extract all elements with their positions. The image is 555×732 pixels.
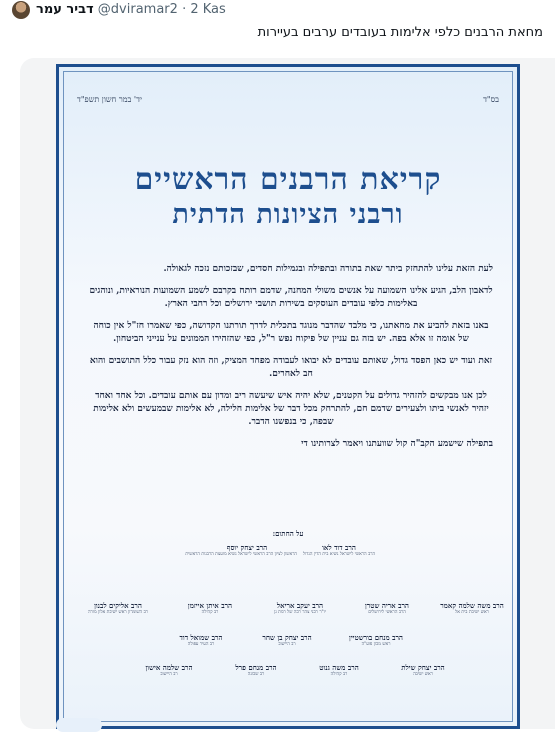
tweet-header	[0, 0, 555, 20]
doc-paragraph: לכן אנו מבקשים להזהיר גדולים על הקטנים, שלא יהיה איש שיעשה ריב ומדון עם אותם עובדים. וכל אחד ואחד יזהיר לאנשי ביתו ולצעירים שדמם חם, להתרחק מכל דבר של אלימות חלילה, לא אלימות שבמעשים ולא אלימות שבפה, כי בנפשנו הדבר.	[93, 391, 489, 427]
signer: הרב יצחק יוסף הראשון לציון הרב הראשי לישראל נשיא מועצת הרבנות הראשית	[185, 543, 297, 557]
doc-title-line1: קריאת הרבנים הראשיים	[134, 162, 442, 197]
signer: הרב שלמה אישון רב היישוב	[145, 663, 193, 677]
signer: הרב איתן אייזמן רב קהילה	[187, 601, 233, 615]
signer: הרב מנחם פרל רב שכונה	[235, 663, 277, 677]
separator-dot: ·	[182, 2, 187, 17]
signer: הרב מנחם בורשטיין ראש מכון פוע"ה	[349, 633, 403, 647]
doc-corner-bsd: בס"ד	[483, 95, 499, 104]
signer: הרב יצחק בן שחר רב היישוב	[262, 633, 312, 647]
doc-paragraph: באנו בזאת להביע את מחאתנו, כי מלבד שהדבר מנוגד בתכלית לדרך תורתנו הקדושה, כפי שאמרו חז"ל אין כוחה של אומה זו אלא בפה. יש בזה גם עניין של פיקוח נפש ר"ל, כפי שהזהירו הממונים על ענייני הביטחון.	[93, 321, 489, 344]
doc-closing: בתפילה שישמע הקב"ה קול שוועתנו ויאמר לצרותינו די	[301, 439, 493, 449]
doc-paragraph: לעת הזאת עלינו להתחזק ביתר שאת בתורה ובתפילה ובגמילות חסדים, שבזכותם נזכה לגאולה.	[163, 264, 493, 274]
avatar[interactable]	[12, 1, 30, 19]
signers-label: על החתום:	[272, 529, 304, 538]
signer: הרב משה שלמה קאמר ראש ישיבת בית אל	[440, 601, 504, 615]
doc-title-line2: ורבני הציונות הדתית	[172, 199, 404, 230]
doc-date: יד' במר חשון תשפ"ד	[77, 95, 143, 104]
signer: הרב יעקב אריאל יו"ר רבני צהר רבה של רמת גן	[274, 601, 326, 615]
author-line	[36, 2, 226, 18]
signer: הרב אליקים לבנון רב השומרון ראש ישיבת אלון מורה	[88, 601, 148, 615]
doc-body	[89, 263, 493, 460]
signer: הרב משה גנוט רב קהילה	[319, 663, 359, 677]
signer: הרב דוד לאו הרב הראשי לישראל נשיא בית הדין הגדול	[302, 543, 376, 557]
author-handle[interactable]: @dviramar2	[97, 2, 178, 17]
bottom-control-fragment[interactable]	[56, 718, 102, 732]
doc-paragraph: זאת ועוד יש כאן הפסד גדול, שאותם עובדים לא יבואו לעבודה מפחד המציק, וזה הוא נזק עבור כלל התושבים והוא חב לאחרים.	[89, 356, 493, 379]
tweet-time[interactable]: 2 Kas	[190, 2, 226, 17]
signer: הרב שמואל דוד רב העיר עפולה	[179, 633, 223, 647]
document-image[interactable]	[56, 64, 520, 729]
signer: הרב אריה שטרן הרב הראשי לירושלים	[365, 601, 409, 615]
tweet-text: מחאת הרבנים כלפי אלימות בעובדים ערבים בעיירות	[257, 25, 543, 40]
signer: הרב יצחק שילת ראש ישיבה	[401, 663, 445, 677]
doc-paragraph: לדאבון הלב, הגיע אלינו השמועה על אנשים משולי המחנה, שדמם רותח בקרבם לשמע השמועות הנוראיות, ונוהגים באלימות כלפי עובדים העוסקים בשירות תושבי ירושלים וכל רחבי הארץ.	[89, 286, 493, 309]
author-name[interactable]: דביר עמר	[36, 2, 94, 17]
